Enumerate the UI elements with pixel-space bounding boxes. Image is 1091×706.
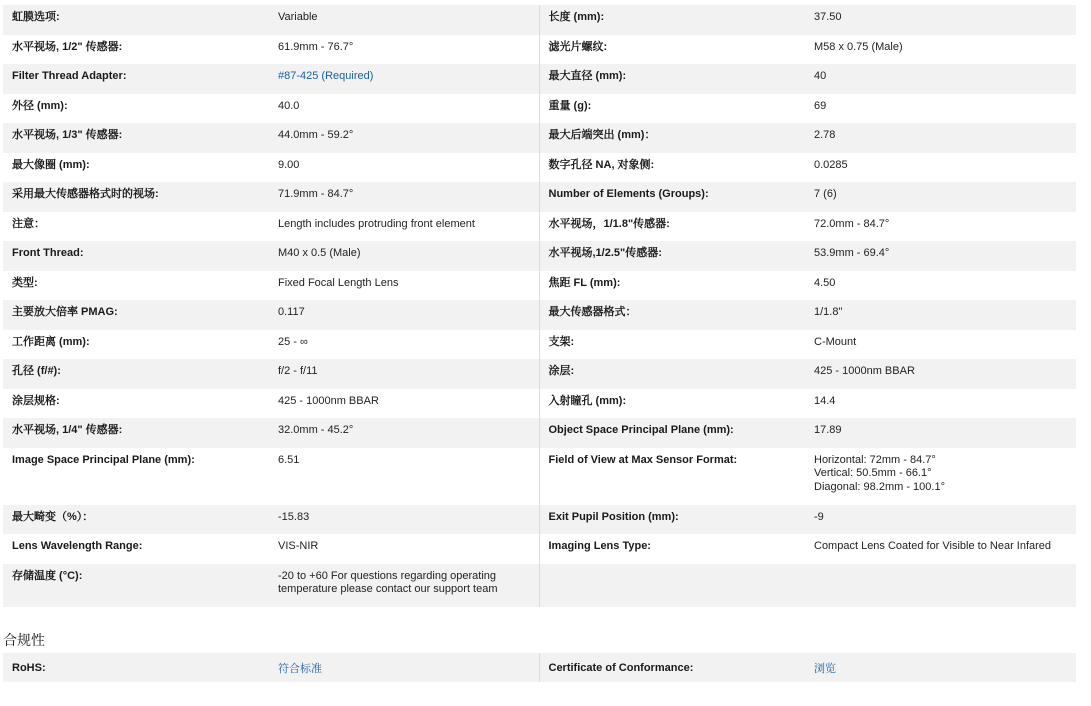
spec-value: 72.0mm - 84.7° [805, 212, 1076, 242]
spec-value: VIS-NIR [269, 534, 539, 564]
spec-row [3, 153, 1076, 183]
spec-value: 44.0mm - 59.2° [269, 123, 539, 153]
spec-row [3, 300, 1076, 330]
spec-label: 最大传感器格式： [539, 300, 805, 330]
spec-value: 4.50 [805, 271, 1076, 301]
spec-label: 虹膜选项: [3, 5, 269, 35]
spec-row [3, 5, 1076, 35]
spec-value: 25 - ∞ [269, 330, 539, 360]
spec-label: 重量 (g): [539, 94, 805, 124]
spec-value: 14.4 [805, 389, 1076, 419]
spec-value: 17.89 [805, 418, 1076, 448]
spec-value: 425 - 1000nm BBAR [269, 389, 539, 419]
spec-value: 9.00 [269, 153, 539, 183]
spec-row [3, 534, 1076, 564]
spec-value [805, 448, 1076, 505]
spec-value: 71.9mm - 84.7° [269, 182, 539, 212]
spec-row [3, 418, 1076, 448]
spec-value: 2.78 [805, 123, 1076, 153]
spec-row [3, 241, 1076, 271]
specifications-table [3, 5, 1076, 607]
spec-value-line: temperature please contact our support team [278, 583, 498, 595]
spec-label: 最大直径 (mm): [539, 64, 805, 94]
spec-label: 滤光片螺纹: [539, 35, 805, 65]
spec-value: 32.0mm - 45.2° [269, 418, 539, 448]
spec-label: 入射瞳孔 (mm): [539, 389, 805, 419]
filter-adapter-link[interactable]: #87-425 (Required) [269, 64, 539, 94]
spec-value: 61.9mm - 76.7° [269, 35, 539, 65]
spec-value: Compact Lens Coated for Visible to Near Infared [805, 534, 1076, 564]
spec-label: Image Space Principal Plane (mm): [3, 448, 269, 505]
spec-value: M58 x 0.75 (Male) [805, 35, 1076, 65]
spec-label: Lens Wavelength Range: [3, 534, 269, 564]
spec-value: Length includes protruding front element [269, 212, 539, 242]
spec-value: M40 x 0.5 (Male) [269, 241, 539, 271]
spec-value: 0.0285 [805, 153, 1076, 183]
spec-row [3, 505, 1076, 535]
rohs-label: RoHS: [3, 653, 269, 682]
spec-label: Imaging Lens Type: [539, 534, 805, 564]
spec-label: 支架: [539, 330, 805, 360]
spec-value-line: Diagonal: 98.2mm - 100.1° [814, 480, 945, 493]
spec-value: f/2 - f/11 [269, 359, 539, 389]
spec-label: Front Thread: [3, 241, 269, 271]
spec-value-line: -20 to +60 For questions regarding operating [278, 569, 497, 582]
spec-row [3, 564, 1076, 607]
spec-label: 水平视场, 1/4" 传感器: [3, 418, 269, 448]
spec-row [3, 389, 1076, 419]
spec-value: 1/1.8" [805, 300, 1076, 330]
spec-row [3, 212, 1076, 242]
compliance-row [3, 653, 1076, 682]
spec-row [3, 448, 1076, 505]
spec-row [3, 271, 1076, 301]
spec-label: 水平视场,1/2.5"传感器: [539, 241, 805, 271]
spec-label: 外径 (mm): [3, 94, 269, 124]
spec-label: Field of View at Max Sensor Format: [539, 448, 805, 505]
spec-value [805, 564, 1076, 607]
spec-label: 数字孔径 NA, 对象侧: [539, 153, 805, 183]
spec-label: 涂层规格: [3, 389, 269, 419]
spec-label: 涂层: [539, 359, 805, 389]
compliance-table [3, 653, 1076, 682]
spec-label: 采用最大传感器格式时的视场: [3, 182, 269, 212]
spec-label: 存储温度 (°C): [3, 564, 269, 607]
spec-label: Object Space Principal Plane (mm): [539, 418, 805, 448]
spec-label: 主要放大倍率 PMAG: [3, 300, 269, 330]
spec-label: 注意： [3, 212, 269, 242]
spec-value: -15.83 [269, 505, 539, 535]
spec-value: 53.9mm - 69.4° [805, 241, 1076, 271]
spec-label: 类型: [3, 271, 269, 301]
spec-label: 水平视场，1/1.8"传感器: [539, 212, 805, 242]
spec-value: 69 [805, 94, 1076, 124]
spec-row [3, 64, 1076, 94]
spec-label [539, 564, 805, 607]
spec-value: C-Mount [805, 330, 1076, 360]
certificate-label: Certificate of Conformance: [539, 653, 805, 682]
spec-value: Fixed Focal Length Lens [269, 271, 539, 301]
spec-label: 焦距 FL (mm): [539, 271, 805, 301]
spec-value: 6.51 [269, 448, 539, 505]
spec-value: 40.0 [269, 94, 539, 124]
spec-value-line: Horizontal: 72mm - 84.7° [814, 453, 936, 466]
spec-label: 长度 (mm): [539, 5, 805, 35]
spec-label: 最大畸变（%）： [3, 505, 269, 535]
spec-value-line: Vertical: 50.5mm - 66.1° [814, 467, 932, 479]
spec-value: -9 [805, 505, 1076, 535]
spec-row [3, 94, 1076, 124]
spec-label: Filter Thread Adapter: [3, 64, 269, 94]
spec-value: 0.117 [269, 300, 539, 330]
certificate-view-link[interactable]: 浏览 [805, 653, 1076, 682]
spec-label: Exit Pupil Position (mm): [539, 505, 805, 535]
spec-value [269, 564, 539, 607]
spec-row [3, 182, 1076, 212]
spec-value: 425 - 1000nm BBAR [805, 359, 1076, 389]
spec-label: 水平视场, 1/2" 传感器: [3, 35, 269, 65]
spec-row [3, 123, 1076, 153]
spec-value: 40 [805, 64, 1076, 94]
spec-label: 孔径 (f/#): [3, 359, 269, 389]
spec-label: 水平视场, 1/3" 传感器: [3, 123, 269, 153]
spec-label: 最大像圈 (mm): [3, 153, 269, 183]
spec-row [3, 35, 1076, 65]
spec-row [3, 330, 1076, 360]
compliance-section-title: 合规性 [3, 632, 45, 648]
spec-value: Variable [269, 5, 539, 35]
spec-value: 7 (6) [805, 182, 1076, 212]
spec-value: 37.50 [805, 5, 1076, 35]
spec-row [3, 359, 1076, 389]
spec-label: Number of Elements (Groups): [539, 182, 805, 212]
rohs-compliant-link[interactable]: 符合标准 [269, 653, 539, 682]
spec-label: 工作距离 (mm): [3, 330, 269, 360]
spec-label: 最大后端突出 (mm)： [539, 123, 805, 153]
